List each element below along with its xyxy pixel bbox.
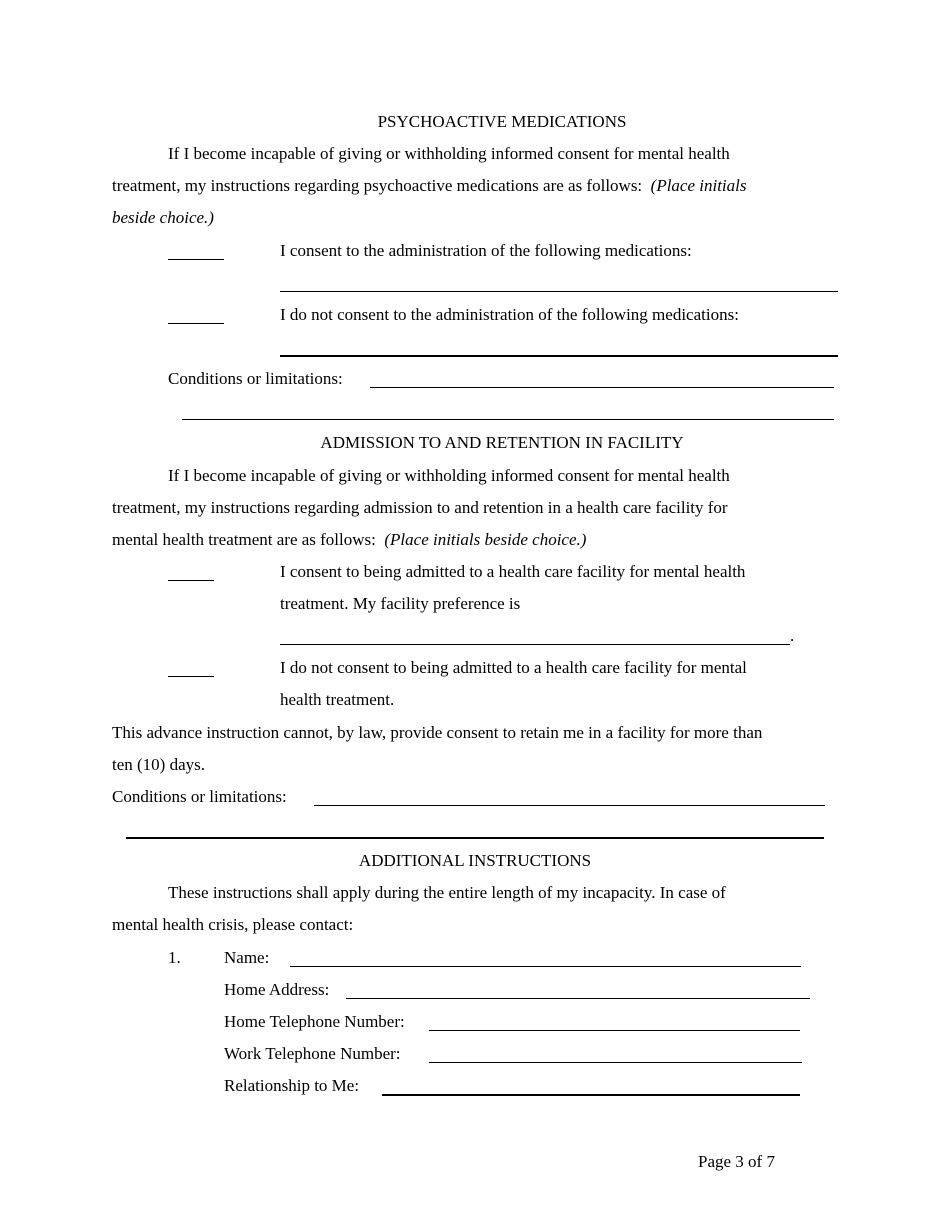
consent-medications-option: I consent to the administration of the following medications:: [280, 241, 692, 260]
consent-admission-option-line2: treatment. My facility preference is: [280, 594, 521, 613]
contact-number: 1.: [168, 948, 181, 967]
section2-conditions-label: Conditions or limitations:: [112, 787, 287, 806]
section2-intro-line1: If I become incapable of giving or withholding informed consent for mental health: [168, 466, 730, 485]
section1-intro-line2-text: treatment, my instructions regarding psychoactive medications are as follows:: [112, 176, 643, 195]
section3-intro-line2: mental health crisis, please contact:: [112, 915, 354, 934]
contact-name-label: Name:: [224, 948, 270, 967]
additional-instructions-heading: ADDITIONAL INSTRUCTIONS: [358, 851, 592, 870]
section2-conditions-blank-line2[interactable]: [126, 837, 824, 839]
home-telephone-blank[interactable]: [429, 1030, 800, 1031]
section2-intro-line3: [112, 530, 586, 550]
no-consent-admission-initials-blank[interactable]: [168, 676, 214, 677]
section2-conditions-blank[interactable]: [314, 805, 825, 806]
section1-intro-line2: [112, 176, 747, 196]
home-address-label: Home Address:: [224, 980, 330, 999]
no-consent-medications-option: I do not consent to the administration of the following medications:: [280, 305, 739, 324]
consent-medications-initials-blank[interactable]: [168, 259, 224, 260]
contact-name-blank[interactable]: [290, 966, 801, 967]
section1-intro-line3: beside choice.): [112, 208, 214, 227]
admission-retention-heading: ADMISSION TO AND RETENTION IN FACILITY: [320, 433, 684, 452]
work-telephone-label: Work Telephone Number:: [224, 1044, 401, 1063]
section3-intro-line1: These instructions shall apply during the entire length of my incapacity. In case of: [168, 883, 726, 902]
psychoactive-medications-heading: PSYCHOACTIVE MEDICATIONS: [377, 112, 627, 131]
section1-conditions-label: Conditions or limitations:: [168, 369, 343, 388]
no-consent-admission-option-line2: health treatment.: [280, 690, 395, 709]
consent-admission-option-line1: I consent to being admitted to a health care facility for mental health: [280, 562, 746, 581]
section2-intro-line2: treatment, my instructions regarding admission to and retention in a health care facility for: [112, 498, 728, 517]
section1-conditions-blank[interactable]: [370, 387, 834, 388]
consent-medications-list-blank[interactable]: [280, 291, 838, 292]
consent-admission-initials-blank[interactable]: [168, 580, 214, 581]
section1-intro-line1: If I become incapable of giving or withholding informed consent for mental health: [168, 144, 730, 163]
no-consent-admission-option-line1: I do not consent to being admitted to a health care facility for mental: [280, 658, 747, 677]
law-note-line2: ten (10) days.: [112, 755, 206, 774]
facility-preference-blank[interactable]: [280, 644, 790, 645]
no-consent-medications-list-blank[interactable]: [280, 355, 838, 357]
section2-place-initials-instruction: (Place initials beside choice.): [384, 530, 587, 549]
home-telephone-label: Home Telephone Number:: [224, 1012, 405, 1031]
section1-conditions-blank-line2[interactable]: [182, 419, 834, 420]
section1-place-initials-instruction: (Place initials: [650, 176, 747, 195]
section2-intro-line3-text: mental health treatment are as follows:: [112, 530, 376, 549]
facility-preference-period: .: [790, 626, 795, 645]
page-number: Page 3 of 7: [698, 1152, 775, 1171]
work-telephone-blank[interactable]: [429, 1062, 802, 1063]
relationship-blank[interactable]: [382, 1094, 800, 1096]
law-note-line1: This advance instruction cannot, by law, provide consent to retain me in a facility for more than: [112, 723, 763, 742]
home-address-blank[interactable]: [346, 998, 810, 999]
no-consent-medications-initials-blank[interactable]: [168, 323, 224, 324]
relationship-label: Relationship to Me:: [224, 1076, 360, 1095]
